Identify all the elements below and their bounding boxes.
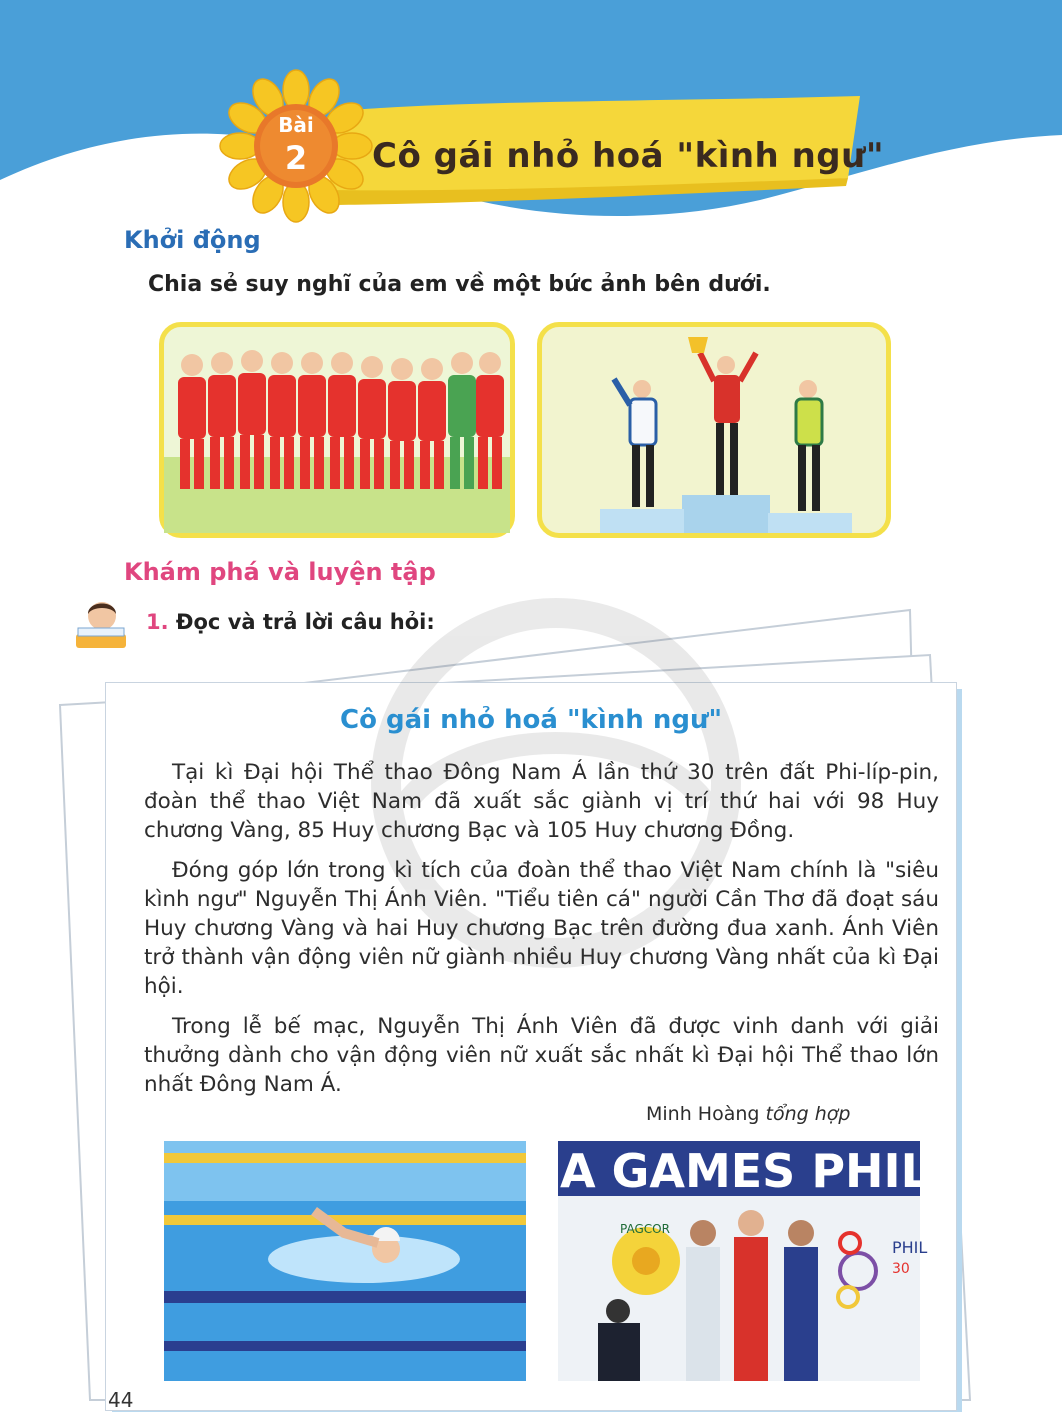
lesson-label: Bài — [278, 113, 314, 137]
logo-sub-text: 30 — [892, 1261, 910, 1277]
warmup-instruction: Chia sẻ suy nghĩ của em về một bức ảnh bên dưới. — [148, 272, 771, 297]
athlete-silver — [614, 379, 656, 507]
reading-paragraph-1: Tại kì Đại hội Thể thao Đông Nam Á lần thứ 30 trên đất Phi-líp-pin, đoàn thể thao Việt Nam đã xuất sắc giành vị trí thứ hai với 98 Huy chương Vàng, 85 Huy chương Bạc và 105 Huy chương Đồng. — [144, 760, 939, 843]
author-note: tổng hợp — [765, 1103, 851, 1125]
page-number: 44 — [108, 1388, 134, 1412]
logo-text: PHIL — [892, 1238, 928, 1257]
reading-paragraph-3: Trong lễ bế mạc, Nguyễn Thị Ánh Viên đã được vinh danh với giải thưởng dành cho vận động viên nữ xuất sắc nhất kì Đại hội Thể thao lớn nhất Đông Nam Á. — [144, 1014, 939, 1097]
reading-author — [646, 1103, 850, 1125]
task-number: 1. — [146, 610, 169, 634]
athlete-bronze — [796, 380, 822, 511]
football-team-image — [159, 322, 515, 538]
lesson-number: 2 — [284, 139, 308, 177]
lesson-title: Cô gái nhỏ hoá "kình ngư" — [372, 136, 885, 176]
task-text: Đọc và trả lời câu hỏi: — [175, 610, 435, 634]
author-name: Minh Hoàng — [646, 1103, 760, 1125]
banner-text: A GAMES PHILI — [560, 1144, 948, 1198]
reading-paragraph-2: Đóng góp lớn trong kì tích của đoàn thể thao Việt Nam chính là "siêu kình ngư" Nguyễn Thị Ánh Viên. "Tiểu tiên cá" người Cần Thơ đã đoạt sáu Huy chương Vàng và hai Huy chương Bạc trên đường đua xanh. Ánh Viên trở thành vận động viên nữ giành nhiều Huy chương Vàng nhất của kì Đại hội. — [144, 858, 939, 999]
lesson-title-banner — [0, 0, 1062, 260]
explore-heading: Khám phá và luyện tập — [124, 558, 436, 586]
podium-image — [537, 322, 891, 538]
medal-ceremony-photo — [558, 1141, 948, 1381]
reading-passage-card — [106, 683, 956, 1410]
athlete-gold — [688, 337, 756, 495]
swimmer-photo — [164, 1141, 526, 1381]
sign-text: PAGCOR — [620, 1222, 670, 1236]
warmup-heading: Khởi động — [124, 226, 261, 254]
reading-title: Cô gái nhỏ hoá "kình ngư" — [339, 705, 722, 735]
